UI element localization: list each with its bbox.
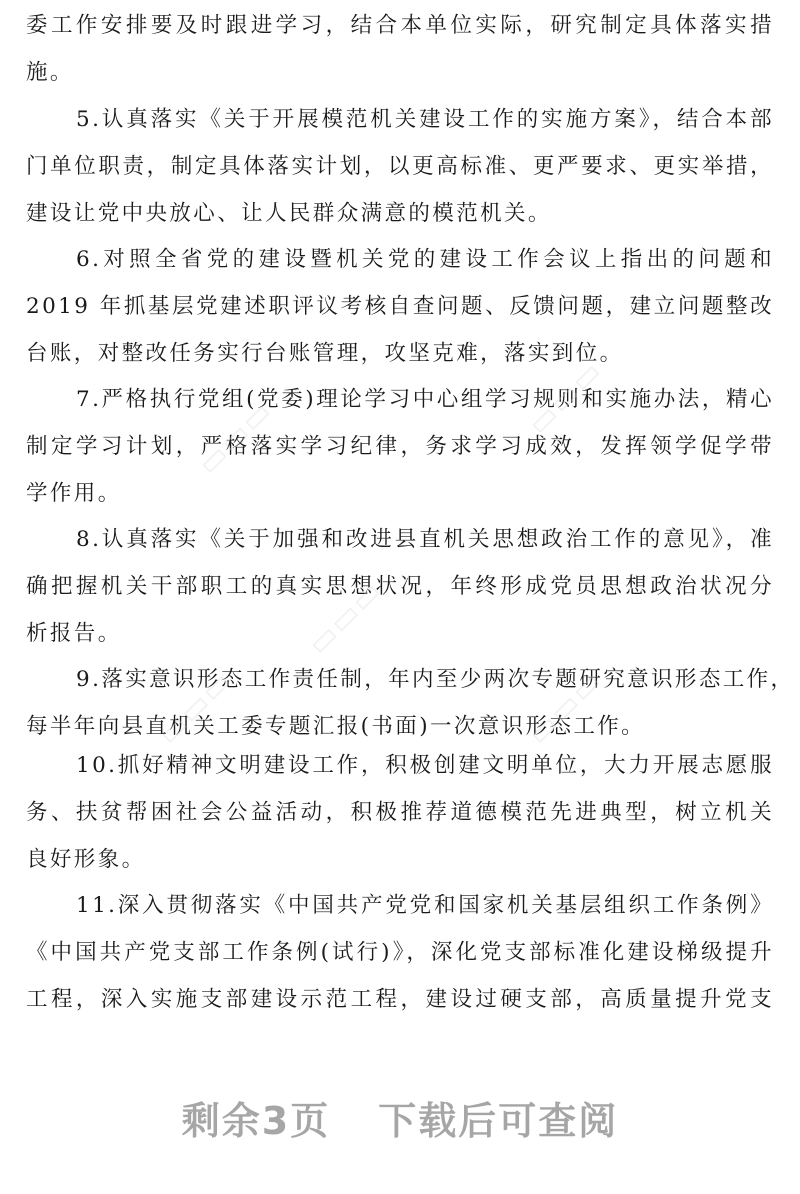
text-line: 8.认真落实《关于加强和改进县直机关思想政治工作的意见》，准 (76, 527, 774, 552)
paragraph-item-10 (26, 742, 774, 883)
watermark-mark: ▭▭▭ (520, 352, 611, 443)
watermark-mark: ▭▭▭ (190, 392, 281, 483)
text-line: 9.落实意识形态工作责任制，年内至少两次专题研究意识形态工作， (76, 667, 795, 692)
paragraph-item-7 (26, 376, 774, 517)
paragraph-continuation (26, 2, 774, 96)
text-line: 工程，深入实施支部建设示范工程，建设过硬支部，高质量提升党支 (26, 987, 774, 1012)
text-line: 《中国共产党支部工作条例(试行)》，深化党支部标准化建设梯级提升 (26, 940, 774, 965)
text-line: 制定学习计划，严格落实学习纪律，务求学习成效，发挥领学促学带 (26, 434, 774, 459)
text-line: 施。 (26, 60, 74, 85)
remaining-pages-label: 剩余3页 (181, 1099, 331, 1143)
download-prompt[interactable] (0, 1090, 800, 1145)
text-line: 学作用。 (26, 481, 122, 506)
watermark-mark: ▭▭▭ (300, 572, 391, 663)
download-to-view-label: 下载后可查阅 (378, 1099, 619, 1143)
text-line: 每半年向县直机关工委专题汇报(书面)一次意识形态工作。 (26, 714, 646, 739)
text-line: 确把握机关干部职工的真实思想状况，年终形成党员思想政治状况分 (26, 574, 774, 599)
text-line: 委工作安排要及时跟进学习，结合本单位实际，研究制定具体落实措 (26, 13, 774, 38)
text-line: 6.对照全省党的建设暨机关党的建设工作会议上指出的问题和 (76, 247, 774, 272)
text-line: 建设让党中央放心、让人民群众满意的模范机关。 (26, 201, 552, 226)
text-line: 台账，对整改任务实行台账管理，攻坚克难，落实到位。 (26, 341, 624, 366)
document-page (26, 0, 795, 1050)
watermark-mark: ▭▭▭ (150, 662, 241, 753)
text-line: 5.认真落实《关于开展模范机关建设工作的实施方案》，结合本部 (76, 107, 774, 132)
paragraph-item-9 (26, 656, 795, 753)
paragraph-item-6 (26, 236, 774, 377)
watermark-mark: ▭▭▭ (520, 662, 611, 753)
text-line: 门单位职责，制定具体落实计划，以更高标准、更严要求、更实举措， (26, 154, 774, 179)
text-line: 2019 年抓基层党建述职评议考核自查问题、反馈问题，建立问题整改 (26, 294, 774, 319)
text-line: 10.抓好精神文明建设工作，积极创建文明单位，大力开展志愿服 (76, 753, 774, 778)
text-line: 11.深入贯彻落实《中国共产党党和国家机关基层组织工作条例》 (76, 893, 774, 918)
paragraph-item-8 (26, 516, 774, 657)
text-line: 7.严格执行党组(党委)理论学习中心组学习规则和实施办法，精心 (76, 387, 774, 412)
paragraph-item-11 (26, 882, 774, 1023)
text-line: 析报告。 (26, 621, 122, 646)
paragraph-item-5 (26, 96, 774, 237)
text-line: 良好形象。 (26, 847, 146, 872)
text-line: 务、扶贫帮困社会公益活动，积极推荐道德模范先进典型，树立机关 (26, 800, 774, 825)
